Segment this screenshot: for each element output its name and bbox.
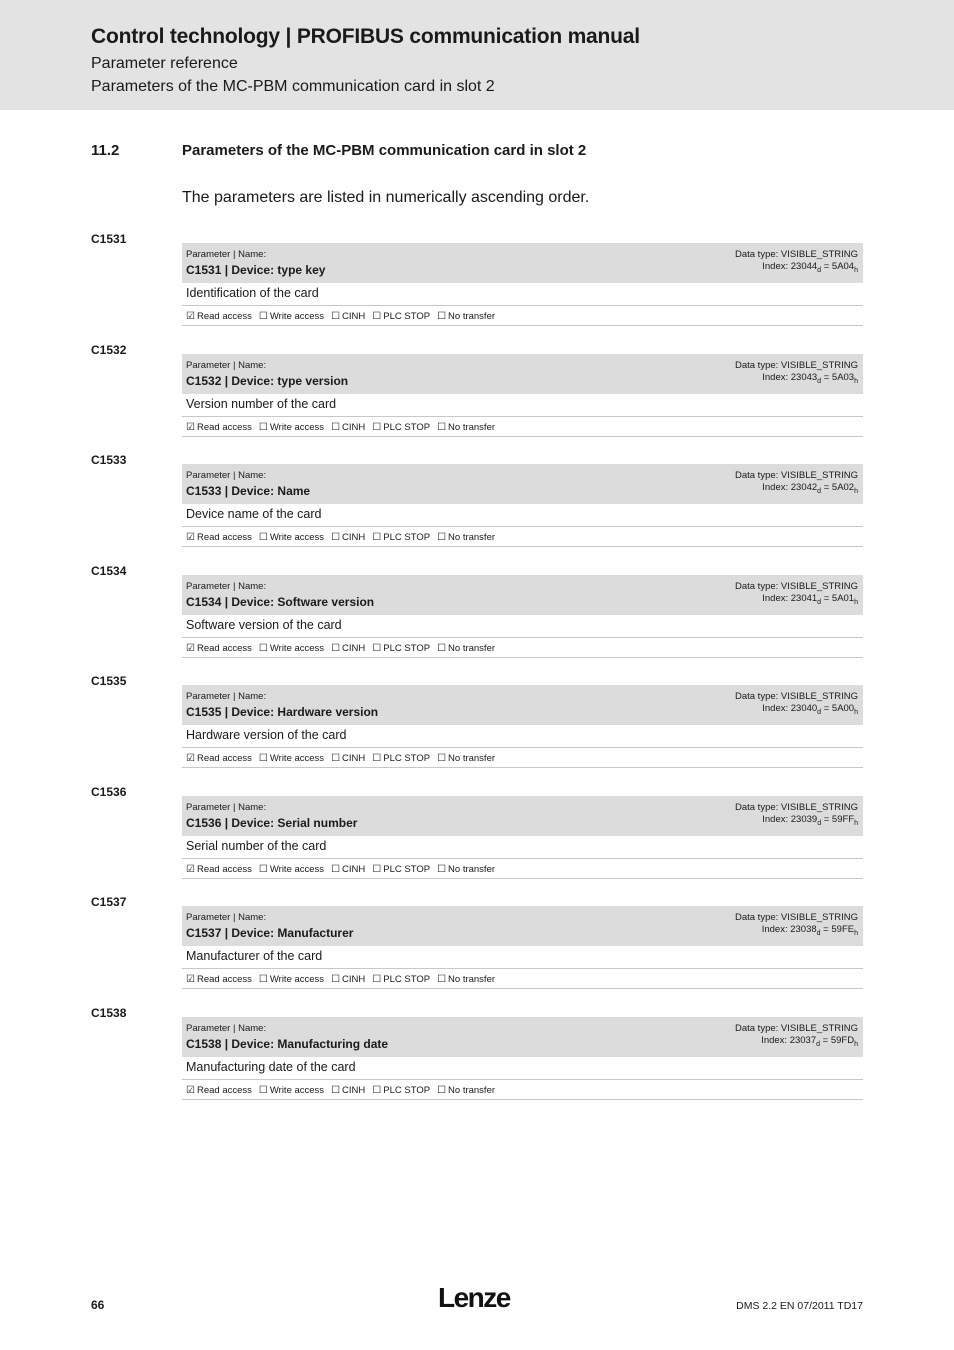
data-type: Data type: VISIBLE_STRING	[734, 470, 858, 481]
data-type: Data type: VISIBLE_STRING	[734, 691, 858, 702]
access-flag-write	[259, 422, 324, 433]
empty-box-icon: ☐	[437, 532, 447, 543]
access-flag-label: CINH	[342, 311, 366, 322]
section-title: Parameters of the MC-PBM communication card in slot 2	[182, 142, 587, 159]
access-flag-notransfer	[437, 974, 495, 985]
access-flag-label: No transfer	[448, 864, 496, 875]
empty-box-icon: ☐	[372, 532, 382, 543]
parameter-header	[182, 575, 863, 615]
parameter-header	[182, 1017, 863, 1057]
empty-box-icon: ☐	[258, 532, 268, 543]
empty-box-icon: ☐	[372, 753, 382, 764]
checked-box-icon: ☑	[186, 422, 195, 433]
access-flag-read	[186, 311, 252, 322]
access-flag-notransfer	[437, 311, 495, 322]
parameter-name-label: Parameter | Name:	[186, 802, 267, 813]
index-hex: = 5A00	[821, 703, 855, 714]
access-flag-label: CINH	[342, 1085, 366, 1096]
parameter-table	[182, 796, 863, 879]
empty-box-icon: ☐	[331, 1085, 341, 1096]
empty-box-icon: ☐	[372, 1085, 382, 1096]
access-flag-cinh	[331, 753, 365, 764]
access-flags	[182, 969, 863, 989]
parameter-name-label: Parameter | Name:	[186, 360, 267, 371]
access-flags	[182, 306, 863, 326]
access-flag-plcstop	[372, 311, 430, 322]
index-hex: = 5A04	[821, 261, 855, 272]
access-flags	[182, 527, 863, 547]
parameter-code: C1532	[91, 343, 127, 357]
parameter-name-label: Parameter | Name:	[186, 1023, 267, 1034]
parameter-code: C1536	[91, 785, 127, 799]
parameter-name: C1532 | Device: type version	[186, 374, 349, 388]
access-flag-read	[186, 422, 252, 433]
index-hex-suffix: h	[854, 267, 858, 274]
access-flag-label: CINH	[342, 643, 366, 654]
access-flag-label: No transfer	[448, 422, 496, 433]
parameter-description: Manufacturing date of the card	[182, 1057, 863, 1080]
parameter-table	[182, 464, 863, 547]
empty-box-icon: ☐	[258, 643, 268, 654]
index-hex-suffix: h	[854, 488, 858, 495]
access-flag-notransfer	[437, 532, 495, 543]
checked-box-icon: ☑	[186, 753, 195, 764]
empty-box-icon: ☐	[372, 864, 382, 875]
access-flag-read	[186, 864, 252, 875]
empty-box-icon: ☐	[331, 864, 341, 875]
document-title: Control technology | PROFIBUS communication manual	[91, 25, 640, 48]
parameter-entry	[0, 785, 954, 895]
section-breadcrumb: Parameters of the MC-PBM communication card in slot 2	[91, 78, 495, 95]
data-type: Data type: VISIBLE_STRING	[734, 1023, 858, 1034]
checked-box-icon: ☑	[186, 864, 195, 875]
empty-box-icon: ☐	[331, 422, 341, 433]
index-hex: = 59FD	[820, 1035, 855, 1046]
access-flag-label: CINH	[342, 422, 366, 433]
parameter-header	[182, 464, 863, 504]
access-flag-read	[186, 974, 252, 985]
empty-box-icon: ☐	[437, 643, 447, 654]
parameter-header	[182, 796, 863, 836]
checked-box-icon: ☑	[186, 643, 195, 654]
empty-box-icon: ☐	[372, 643, 382, 654]
access-flag-label: CINH	[342, 864, 366, 875]
parameter-header	[182, 354, 863, 394]
index-decimal: Index: 23039	[762, 814, 818, 825]
index-hex-suffix: h	[854, 820, 858, 827]
parameter-name-label: Parameter | Name:	[186, 581, 267, 592]
access-flag-label: PLC STOP	[383, 974, 431, 985]
index-decimal: Index: 23038	[761, 924, 817, 935]
index-decimal: Index: 23042	[762, 482, 818, 493]
empty-box-icon: ☐	[331, 974, 341, 985]
chapter-title: Parameter reference	[91, 55, 238, 72]
access-flags	[182, 638, 863, 658]
parameter-index	[762, 261, 858, 272]
empty-box-icon: ☐	[437, 974, 447, 985]
parameter-description: Version number of the card	[182, 394, 863, 417]
parameter-code: C1535	[91, 674, 127, 688]
access-flag-write	[259, 311, 324, 322]
data-type: Data type: VISIBLE_STRING	[734, 581, 858, 592]
access-flag-cinh	[331, 1085, 365, 1096]
section-intro: The parameters are listed in numerically ascending order.	[182, 189, 590, 206]
empty-box-icon: ☐	[258, 311, 268, 322]
index-decimal: Index: 23041	[762, 593, 818, 604]
access-flag-cinh	[331, 311, 365, 322]
access-flag-label: Read access	[196, 864, 252, 875]
access-flag-label: Write access	[269, 1085, 325, 1096]
parameter-index	[762, 703, 858, 714]
empty-box-icon: ☐	[437, 753, 447, 764]
access-flag-notransfer	[437, 864, 495, 875]
parameter-table	[182, 685, 863, 768]
parameter-header	[182, 243, 863, 283]
access-flag-label: No transfer	[448, 311, 496, 322]
parameter-name-label: Parameter | Name:	[186, 912, 267, 923]
index-hex: = 59FF	[821, 814, 855, 825]
document-id: DMS 2.2 EN 07/2011 TD17	[736, 1300, 863, 1312]
index-hex: = 5A01	[821, 593, 855, 604]
parameter-description: Software version of the card	[182, 615, 863, 638]
parameter-name-label: Parameter | Name:	[186, 470, 267, 481]
empty-box-icon: ☐	[258, 753, 268, 764]
access-flag-label: Write access	[269, 532, 325, 543]
access-flags	[182, 748, 863, 768]
parameter-name: C1534 | Device: Software version	[186, 595, 375, 609]
access-flag-label: Write access	[269, 422, 325, 433]
access-flag-label: No transfer	[448, 974, 496, 985]
index-decimal: Index: 23044	[762, 261, 818, 272]
access-flag-label: CINH	[342, 753, 366, 764]
checked-box-icon: ☑	[186, 311, 195, 322]
access-flag-cinh	[331, 532, 365, 543]
data-type: Data type: VISIBLE_STRING	[734, 249, 858, 260]
access-flag-cinh	[331, 422, 365, 433]
header-band	[0, 0, 954, 110]
parameter-name: C1535 | Device: Hardware version	[186, 705, 379, 719]
empty-box-icon: ☐	[372, 422, 382, 433]
parameter-entry	[0, 564, 954, 674]
parameter-entry	[0, 343, 954, 453]
access-flag-label: Write access	[269, 864, 325, 875]
access-flag-write	[259, 974, 324, 985]
access-flag-write	[259, 643, 324, 654]
parameter-description: Serial number of the card	[182, 836, 863, 859]
parameter-table	[182, 243, 863, 326]
data-type: Data type: VISIBLE_STRING	[734, 802, 858, 813]
access-flag-label: PLC STOP	[383, 864, 431, 875]
parameter-name: C1536 | Device: Serial number	[186, 816, 358, 830]
parameter-entry	[0, 453, 954, 563]
empty-box-icon: ☐	[437, 311, 447, 322]
parameter-entry	[0, 895, 954, 1005]
parameter-header	[182, 685, 863, 725]
parameter-entry	[0, 674, 954, 784]
access-flags	[182, 859, 863, 879]
empty-box-icon: ☐	[331, 311, 341, 322]
access-flags	[182, 417, 863, 437]
index-hex-suffix: h	[854, 378, 858, 385]
access-flag-label: Read access	[196, 532, 252, 543]
access-flag-notransfer	[437, 753, 495, 764]
access-flag-cinh	[331, 643, 365, 654]
access-flag-label: Read access	[196, 311, 252, 322]
parameter-index	[762, 372, 858, 383]
access-flag-cinh	[331, 974, 365, 985]
access-flag-read	[186, 753, 252, 764]
data-type: Data type: VISIBLE_STRING	[734, 360, 858, 371]
checked-box-icon: ☑	[186, 1085, 195, 1096]
parameter-name: C1531 | Device: type key	[186, 263, 326, 277]
parameter-table	[182, 575, 863, 658]
empty-box-icon: ☐	[258, 864, 268, 875]
parameter-index	[762, 482, 858, 493]
access-flag-label: No transfer	[448, 643, 496, 654]
access-flag-label: PLC STOP	[383, 422, 431, 433]
index-hex-suffix: h	[854, 1041, 858, 1048]
access-flag-notransfer	[437, 422, 495, 433]
parameter-description: Hardware version of the card	[182, 725, 863, 748]
index-hex-suffix: h	[854, 709, 858, 716]
parameter-code: C1538	[91, 1006, 127, 1020]
index-hex: = 5A03	[821, 372, 855, 383]
access-flag-label: No transfer	[448, 753, 496, 764]
empty-box-icon: ☐	[331, 643, 341, 654]
index-hex-suffix: h	[854, 599, 858, 606]
index-decimal: Index: 23040	[762, 703, 818, 714]
parameter-name-label: Parameter | Name:	[186, 249, 267, 260]
access-flag-label: Write access	[269, 753, 325, 764]
parameter-table	[182, 1017, 863, 1100]
page-number: 66	[91, 1298, 105, 1312]
checked-box-icon: ☑	[186, 532, 195, 543]
index-decimal-suffix: d	[817, 488, 822, 495]
parameter-entry	[0, 1006, 954, 1116]
access-flag-plcstop	[372, 532, 430, 543]
parameter-index	[762, 924, 858, 935]
parameter-name-label: Parameter | Name:	[186, 691, 267, 702]
access-flag-label: Read access	[196, 974, 252, 985]
empty-box-icon: ☐	[437, 422, 447, 433]
empty-box-icon: ☐	[372, 311, 382, 322]
empty-box-icon: ☐	[258, 974, 268, 985]
access-flag-label: CINH	[342, 532, 366, 543]
access-flag-notransfer	[437, 1085, 495, 1096]
access-flag-label: Write access	[269, 643, 325, 654]
lenze-logo: Lenze	[438, 1282, 510, 1313]
parameter-description: Device name of the card	[182, 504, 863, 527]
access-flag-read	[186, 643, 252, 654]
access-flag-label: PLC STOP	[383, 311, 431, 322]
access-flag-label: PLC STOP	[383, 753, 431, 764]
access-flag-label: Read access	[196, 422, 252, 433]
access-flag-write	[259, 753, 324, 764]
index-decimal-suffix: d	[817, 709, 822, 716]
access-flag-label: Read access	[196, 753, 252, 764]
index-decimal-suffix: d	[817, 267, 822, 274]
access-flag-label: No transfer	[448, 532, 496, 543]
access-flag-notransfer	[437, 643, 495, 654]
empty-box-icon: ☐	[331, 532, 341, 543]
empty-box-icon: ☐	[437, 1085, 447, 1096]
access-flag-plcstop	[372, 753, 430, 764]
access-flag-label: Read access	[196, 643, 252, 654]
parameter-index	[762, 814, 858, 825]
parameter-description: Identification of the card	[182, 283, 863, 306]
access-flag-plcstop	[372, 974, 430, 985]
parameter-code: C1534	[91, 564, 127, 578]
access-flag-read	[186, 532, 252, 543]
empty-box-icon: ☐	[258, 422, 268, 433]
parameter-code: C1537	[91, 895, 127, 909]
empty-box-icon: ☐	[372, 974, 382, 985]
index-decimal-suffix: d	[817, 599, 822, 606]
data-type: Data type: VISIBLE_STRING	[734, 912, 858, 923]
index-hex: = 59FE	[820, 924, 855, 935]
access-flag-cinh	[331, 864, 365, 875]
parameter-name: C1533 | Device: Name	[186, 484, 311, 498]
parameter-index	[761, 1035, 858, 1046]
empty-box-icon: ☐	[331, 753, 341, 764]
index-decimal: Index: 23043	[762, 372, 818, 383]
access-flag-label: Write access	[269, 974, 325, 985]
checked-box-icon: ☑	[186, 974, 195, 985]
access-flag-plcstop	[372, 643, 430, 654]
empty-box-icon: ☐	[437, 864, 447, 875]
parameter-name: C1537 | Device: Manufacturer	[186, 926, 354, 940]
parameter-table	[182, 354, 863, 437]
index-decimal-suffix: d	[816, 1041, 821, 1048]
parameter-description: Manufacturer of the card	[182, 946, 863, 969]
index-hex-suffix: h	[854, 930, 858, 937]
section-number: 11.2	[91, 142, 120, 159]
access-flag-read	[186, 1085, 252, 1096]
index-decimal-suffix: d	[817, 820, 822, 827]
index-decimal-suffix: d	[817, 378, 822, 385]
access-flag-plcstop	[372, 1085, 430, 1096]
index-hex: = 5A02	[821, 482, 855, 493]
access-flag-label: PLC STOP	[383, 643, 431, 654]
parameter-header	[182, 906, 863, 946]
access-flag-write	[259, 1085, 324, 1096]
access-flag-label: Write access	[269, 311, 325, 322]
parameter-code: C1533	[91, 453, 127, 467]
index-decimal-suffix: d	[816, 930, 821, 937]
access-flag-label: PLC STOP	[383, 532, 431, 543]
index-decimal: Index: 23037	[761, 1035, 817, 1046]
access-flag-plcstop	[372, 422, 430, 433]
parameter-table	[182, 906, 863, 989]
access-flag-label: CINH	[342, 974, 366, 985]
parameter-name: C1538 | Device: Manufacturing date	[186, 1037, 389, 1051]
access-flag-write	[259, 864, 324, 875]
access-flags	[182, 1080, 863, 1100]
parameter-entry	[0, 232, 954, 342]
empty-box-icon: ☐	[258, 1085, 268, 1096]
access-flag-label: PLC STOP	[383, 1085, 431, 1096]
access-flag-label: No transfer	[448, 1085, 496, 1096]
access-flag-label: Read access	[196, 1085, 252, 1096]
parameter-index	[762, 593, 858, 604]
access-flag-write	[259, 532, 324, 543]
parameter-code: C1531	[91, 232, 127, 246]
access-flag-plcstop	[372, 864, 430, 875]
